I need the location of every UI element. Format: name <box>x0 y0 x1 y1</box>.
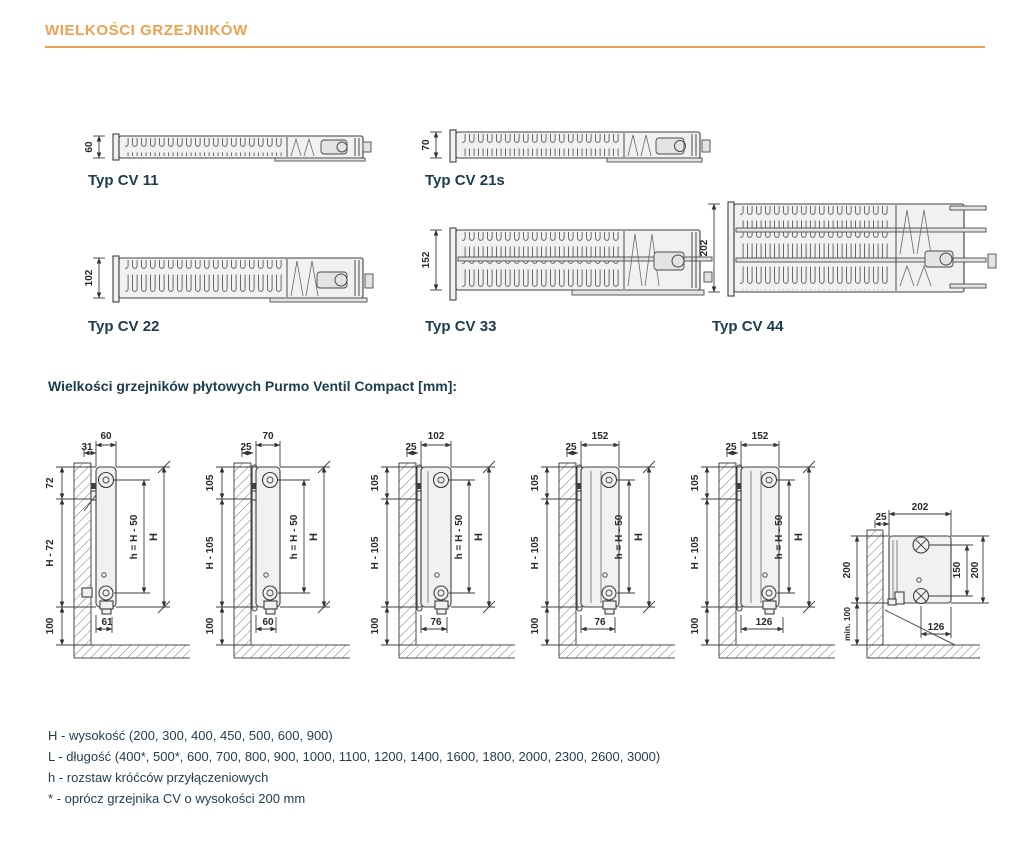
install-diagram-5 <box>685 423 850 668</box>
dim-H: H <box>793 533 805 541</box>
dim-depth: 202 <box>699 239 710 257</box>
dim-bottom-width: 76 <box>594 617 606 628</box>
legend-line-L: L - długość (400*, 500*, 600, 700, 800, 900, 1000, 1100, 1200, 1400, 1600, 1800, 2000, 2300, 2600, 3000) <box>48 749 661 764</box>
legend-line-H: H - wysokość (200, 300, 400, 450, 500, 600, 900) <box>48 728 333 743</box>
dim-H: H <box>473 533 485 541</box>
wall <box>559 463 576 658</box>
dim-depth: 60 <box>84 141 95 153</box>
dim-left-bottom: 100 <box>205 617 216 635</box>
dim-h: h = H - 50 <box>289 514 300 560</box>
wall <box>399 463 416 658</box>
type-label-cv44: Typ CV 44 <box>712 318 784 335</box>
dim-top-width: 152 <box>591 431 609 442</box>
depth-dimension <box>84 258 105 298</box>
dim-top-width: 70 <box>262 431 274 442</box>
dim-top-width: 60 <box>100 431 112 442</box>
dim-left-top: 200 <box>842 561 853 579</box>
legend-line-h: h - rozstaw króćców przyłączeniowych <box>48 770 269 785</box>
floor <box>234 645 350 658</box>
dim-left-bottom: 100 <box>530 617 541 635</box>
floor <box>74 645 190 658</box>
radiator-side <box>252 465 280 614</box>
floor <box>559 645 675 658</box>
type-label-cv21s: Typ CV 21s <box>425 172 505 189</box>
dim-right-inner: 150 <box>952 561 963 579</box>
dim-H: H <box>308 533 320 541</box>
dim-left-top: 105 <box>370 474 381 492</box>
radiator-topview <box>113 256 373 302</box>
dim-offset: 25 <box>875 512 887 523</box>
radiator-topview <box>450 130 710 162</box>
depth-dimension <box>421 230 442 290</box>
dim-left-bottom: 100 <box>690 617 701 635</box>
wall <box>234 463 251 658</box>
dim-left-top: 72 <box>45 477 56 489</box>
radiator-side <box>417 465 451 614</box>
radiator-side <box>737 465 779 614</box>
radiator-topview <box>113 134 371 161</box>
legend <box>48 728 660 812</box>
dim-bottom-width: 61 <box>101 617 113 628</box>
section-heading: Wielkości grzejników płytowych Purmo Ventil Compact [mm]: <box>48 378 458 394</box>
wall <box>74 463 91 658</box>
topview-cv33 <box>422 222 712 314</box>
dim-top-width: 152 <box>751 431 769 442</box>
dim-left-mid: H - 105 <box>370 536 381 570</box>
dim-offset: 25 <box>240 442 252 453</box>
wall <box>719 463 736 658</box>
install-diagram-2 <box>200 423 365 668</box>
dim-h: h = H - 50 <box>129 514 140 560</box>
depth-dimension <box>84 136 105 158</box>
dim-h: h = H - 50 <box>454 514 465 560</box>
dim-h: h = H - 50 <box>614 514 625 560</box>
floor <box>399 645 515 658</box>
depth-dimension <box>699 204 720 292</box>
dim-offset: 25 <box>565 442 577 453</box>
dim-depth: 152 <box>421 251 432 269</box>
dim-H: H <box>633 533 645 541</box>
dim-offset: 25 <box>725 442 737 453</box>
dim-bottom-width: 126 <box>755 617 773 628</box>
dim-bottom-width: 60 <box>262 617 274 628</box>
title-underline <box>45 46 985 48</box>
floor <box>719 645 835 658</box>
dim-offset: 25 <box>405 442 417 453</box>
dim-right-outer: 200 <box>970 561 981 579</box>
topview-cv44 <box>700 196 1000 324</box>
dim-left-bottom: 100 <box>370 617 381 635</box>
install-diagram-3 <box>365 423 530 668</box>
topview-cv21s <box>422 124 712 176</box>
floor <box>867 645 980 658</box>
dim-top-width: 102 <box>427 431 445 442</box>
radiator-topview <box>728 202 996 296</box>
install-diagram-1 <box>40 423 205 668</box>
dim-left-top: 105 <box>205 474 216 492</box>
legend-line-note: * - oprócz grzejnika CV o wysokości 200 mm <box>48 791 306 806</box>
dim-bottom-width: 126 <box>927 622 945 633</box>
type-label-cv11: Typ CV 11 <box>88 172 159 189</box>
dim-left-mid: H - 105 <box>205 536 216 570</box>
dim-left-bottom: min. 100 <box>842 606 852 642</box>
type-label-cv33: Typ CV 33 <box>425 318 497 335</box>
install-diagram-6 <box>842 460 1027 680</box>
dim-left-bottom: 100 <box>45 617 56 635</box>
radiator-topview <box>450 228 712 300</box>
type-label-cv22: Typ CV 22 <box>88 318 160 335</box>
page-title: WIELKOŚCI GRZEJNIKÓW <box>45 22 248 39</box>
dim-left-mid: H - 72 <box>45 539 56 567</box>
dim-left-top: 105 <box>530 474 541 492</box>
dim-left-top: 105 <box>690 474 701 492</box>
topview-cv11 <box>85 128 375 174</box>
dim-top-width: 202 <box>911 502 929 513</box>
dim-depth: 102 <box>84 269 95 287</box>
dim-bottom-width: 76 <box>430 617 442 628</box>
depth-dimension <box>421 132 442 158</box>
dim-h: h = H - 50 <box>774 514 785 560</box>
dim-left-mid: H - 105 <box>690 536 701 570</box>
radiator-side <box>577 465 619 614</box>
dim-offset: 31 <box>81 442 93 453</box>
topview-cv22 <box>85 250 375 316</box>
dim-H: H <box>148 533 160 541</box>
dim-left-mid: H - 105 <box>530 536 541 570</box>
radiator-side <box>885 536 955 645</box>
install-diagram-4 <box>525 423 690 668</box>
dim-depth: 70 <box>421 139 432 151</box>
wall <box>867 530 883 658</box>
